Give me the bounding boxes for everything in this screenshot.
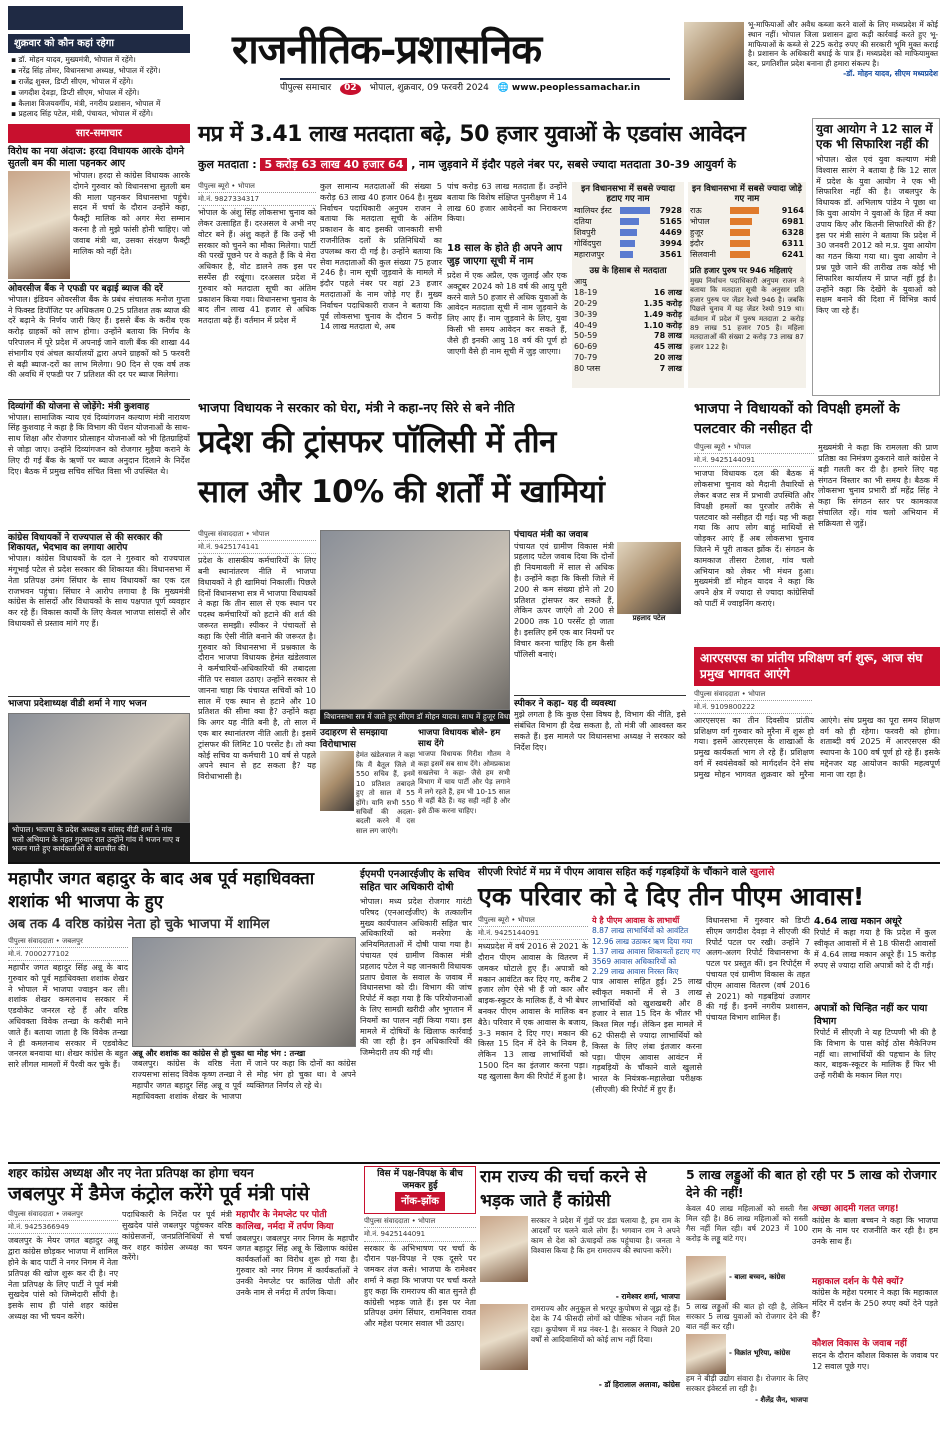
where-heading: शुक्रवार को कौन कहां रहेगा [8,34,190,53]
voters-col3 [447,182,567,388]
table-cell-bar [618,239,655,250]
cm-quote [748,20,938,102]
mla-photo [8,171,70,279]
youth-body: भोपाल। खेल एवं युवा कल्याण मंत्री विश्वास सारंग ने बताया है कि 12 साल में प्रदेश के युवा आयोग ने एक भी सिफारिश नहीं की है। जबलपुर के विधायक डॉ. अभिलाष पांडेय ने पूछा था कि युवा आयोग ने युवाओं के हित में क्या उपाय किए और कितनी सिफारिशें की हैं? इस पर मंत्री सारंग ने बताया कि प्रदेश में 30 जनवरी 2012 को म.प्र. युवा आयोग का गठन किया गया था। युवा आयोग ने प्रश्न पूछे जाने की तारीख तक कोई भी सिफारिश कार्यालय में प्राप्त नहीं हुई है। उन्होंने कहा कि देखेंगे के युवाओं को सक्षम बनाने की दिशा में विभिन्न कार्य किए जा रहे हैं। [816,155,936,316]
oppose-byline: पीपुल्स ब्यूरो • भोपाल [694,443,814,454]
ladoo-q2: 5 लाख लड्डुओं की बात हो रही है, लेकिन सरकार 5 लाख युवाओं को रोजगार देने की बात नहीं कर रही। [686,1302,808,1332]
table-row [572,310,684,321]
inc-table [688,206,806,260]
mla-head: भाजपा विधायक बोले- हम साथ देंगे [418,728,501,750]
mayor-photo [132,937,356,1047]
jbp-kicker: शहर कांग्रेस अध्यक्ष और नए नेता प्रतिपक्ष का होगा चयन [8,1166,254,1180]
jbp-head: जबलपुर में डैमेज कंट्रोल करेंगे पूर्व मंत्री पांसे [8,1182,310,1205]
mayor-head: महापौर जगत बहादुर के बाद अब पूर्व महाधिवक्ता शशांक भी भाजपा के हुए [8,869,315,912]
voters-col3-b: प्रदेश में एक अप्रैल, एक जुलाई और एक अक्टूबर 2024 को 18 वर्ष की आयु पूरी करने वाले 50 हजार से अधिक युवाओं के आवेदन मतदाता सूची में नाम जुड़वाने के लिए आए हैं। नाम जुड़वाने के लिए, युवा किसी भी समय आवेदन कर सकते हैं, जैसे ही इनकी आयु 18 वर्ष की पूर्ण हो जाएगी वैसे ही नाम सूची में जुड़ जाएगा। [447,271,567,356]
where-item: ▪ जगदीश देवड़ा, डिप्टी सीएम, भोपाल में रहेंगे। [11,87,140,97]
prahlad-name: प्रहलाद पटेल [632,613,666,622]
pmay-stat: 2.29 लाख आवास निरस्त किए [592,966,679,976]
table-row [572,331,684,342]
pmay-stat: 1.37 लाख आवास शिकायतों हटाए गए [592,946,701,956]
story3-head: दिव्यांगों की योजना से जोड़ेंगे: मंत्री कुशवाह [8,401,150,412]
total-voters: 5 करोड़ 63 लाख 40 हजार 64 [260,158,407,171]
mayor-body: महापौर जगत बहादुर सिंह अन्नू के बाद गुरुवार को पूर्व महाधिवक्ता शशांक शेखर ने भोपाल में भाजपा ज्वाइन कर ली। शशांक शेखर कमलनाथ सरकार में एडवोकेट जनरल रहे हैं और वरिष्ठ अधिवक्ता विवेक तन्खा के करीबी माने जाते हैं। बताया जाता है कि विवेक तन्खा ने ही कमलनाथ सरकार में एडवोकेट जनरल बनवाया था। शेखर कांग्रेस के बहुत सारे लीगल मामलों में पैरवी कर चुके हैं। [8,962,128,1070]
hemant-photo [320,751,354,811]
r3-head: कौशल विकास के जवाब नहीं [812,1339,907,1350]
ladoo-q2-name: - विक्रांत भूरिया, कांग्रेस [729,1349,791,1358]
ram-block [480,1166,680,1438]
value-bar [730,251,750,258]
table-cell-value: 6981 [781,217,804,227]
table-row [572,342,684,353]
oppose-block [694,400,940,840]
table-cell-value: 45 लाख [654,342,682,352]
table-cell-value: 6328 [781,227,804,237]
oppose-head: भाजपा ने विधायकों को विपक्षी हमलों के पलटवार की नसीहत दी [694,401,900,437]
r-head: अच्छा आदमी गलत जगह! [812,1204,899,1214]
value-bar [620,218,639,225]
story4-head: कांग्रेस विधायकों ने राज्यपाल से की सरकार की शिकायत, भेदभाव का लगाया आरोप [8,532,163,554]
pmay-kicker-red: खुलासे [750,867,775,878]
table-row [688,228,806,239]
where-item: ▪ नरेंद्र सिंह तोमर, विधानसभा अध्यक्ष, भोपाल में रहेंगे। [11,65,161,75]
table-cell-label: राऊ [690,206,702,216]
table-cell-label: दतिया [574,217,592,227]
table-cell-value: 7 लाख [659,363,682,373]
value-bar [730,218,752,225]
jbp-phone: मो.नं. 9425366949 [8,1223,118,1234]
rameshwar-photo [480,1216,528,1282]
news-heading: सार-समाचार [8,124,190,143]
table-row [688,250,806,261]
pmay-body: मध्यप्रदेश में वर्ष 2016 से 2021 के दौरान पीएम आवास के वितरण में जमकर घोटाले हुए हैं। अपात्रों को मकान आवंटित कर दिए गए, करीब 2 हजार लोग ऐसे भी हैं जो कार और बाइक-स्कूटर के मालिक हैं, वे भी बेघर बनकर पीएम आवास के मालिक बन बैठे। परिवार में एक आवास के बजाय, 3-3 मकान दे दिए गए। मकान की किस्त 15 दिन में देने के नियम है, लेकिन 13 लाख लाभार्थियों को 1500 दिन का इंतजार करना पड़ा। यह खुलासा कैग की रिपोर्ट में हुआ है। [478,942,588,1081]
table-cell-value: 7928 [659,206,682,216]
pmay-body3: विधानसभा में गुरुवार को डिप्टी सीएम जगदीश देवड़ा ने सीएजी की रिपोर्ट पटल पर रखी। उन्होंने 7 अलग-अलग रिपोर्ट विधानसभा के पटल पर प्रस्तुत कीं। इन रिपोर्ट्स में पंचायत एवं ग्रामीण विकास के तहत पीएम आवास वितरण (वर्ष 2016 से 2021) को गड़बड़ियां उजागर की गई हैं। इनमें नगरीय प्रशासन, पंचायत विभाग शामिल हैं। [706,916,810,1023]
table-row [688,217,806,228]
story2-head: ओवरसीज बैंक ने एफडी पर बढ़ाई ब्याज की दरें [8,284,163,295]
ram-phone: मो.नं. 9425144091 [364,1230,476,1241]
story2-body: भोपाल। इंडियन ओवरसीज बैंक के प्रबंध संचालक मनोज गुप्ता ने फिक्स्ड डिपॉजिट पर अधिकतम 0.25 प्रतिशत तक ब्याज की दरें बढ़ाने के निर्णय जारी किए हैं। इससे बैंक के करीब एक करोड़ ग्राहकों को लाभ होगा। उन्होंने बताया कि निर्णय के परिपालन में पूरे प्रदेश में अपनाई जाने वाली बैंक की शाखा 44 संभागीय एवं अंचल कार्यालयों द्वारा अपने ग्राहकों को 5 फरवरी से बढ़ी ब्याज-दरों का लाभ मिलेगा। 90 दिन से एक वर्ष तक की अवधि में एफडी पर 7 प्रतिशत की दर पर ब्याज मिलेगा। [8,294,190,380]
ladoo-block [686,1166,940,1438]
table-cell-label: 60-69 [574,342,598,352]
value-bar [620,207,650,214]
table-row [572,299,684,310]
table-cell-bar [728,217,772,228]
table-cell-value [622,277,684,288]
table-cell-bar [728,228,772,239]
example-body: हेमंत खंडेलवाल ने कहा कि मैं बैतूल जिले में 550 सचिव हैं, इनमें 10 प्रतिशत तबादले हुए तो साल में 55 होंगे। यानि सभी 550 सचिवों की अदला-बदली करने में दस साल लग जाएंगे। [356,751,415,835]
table-cell-bar [728,206,772,217]
pmay-box-head: ये है पीएम आवास के लाभार्थी [592,916,680,925]
table-cell-label: हुजूर [690,227,704,237]
story1-head: विरोध का नया अंदाज: हरदा विधायक आरके दोगने सुतली बम की माला पहनकर आए [8,146,184,169]
table-cell-value: 78 लाख [654,331,682,341]
jbp-side-head: महापौर के नेमप्लेट पर पोती कालिख, नर्मदा में तर्पण किया [236,1210,334,1232]
dec-table [572,206,684,260]
voters-headline: मप्र में 3.41 लाख मतदाता बढ़े, 50 हजार युवाओं के एडवांस आवेदन [198,122,746,147]
ram-tag1: विस में पक्ष-विपक्ष के बीच जमकर हुई [377,1169,463,1191]
speaker-body: मुझे लगता है कि कुछ ऐसा विषय है, विभाग की नीति, इसे संबंधित विभाग ही देख सकता है, तो मंत्री जी आश्वस्त कर सकते हैं। इस मामले पर विधानसभा अध्यक्ष ने सरकार को निर्देश दिए। [514,710,686,752]
page-number: 02 [340,83,361,95]
table-cell-label: आयु [574,277,587,287]
emp-block [360,868,472,1158]
pmay-stat: 8.87 लाख लाभार्थियों को आवंटित [592,926,689,936]
cm-photo [684,22,744,100]
table-cell-label: भोपाल [690,217,710,227]
assembly-photo [320,530,510,710]
table-cell-label: 18-19 [574,288,598,298]
table-cell-value: 1.49 करोड़ [643,309,682,319]
transfer-phone: मो.नं. 9425174141 [198,543,316,554]
story5-head: भाजपा प्रदेशाध्यक्ष वीडी शर्मा ने गाए भजन [8,699,147,710]
website-url: www.peoplessamachar.in [511,83,641,93]
table-row [572,228,684,239]
pmay-head: एक परिवार को दे दिए तीन पीएम आवास! [478,882,865,911]
table-cell-label: 40-49 [574,320,598,330]
jbp-body: जबलपुर के मेयर जगत बहादुर अन्नू द्वारा कांग्रेस छोड़कर भाजपा में शामिल होने के बाद पार्टी ने नगर निगम में नेता प्रतिपक्ष की खोज शुरू कर दी है। नए नेता प्रतिपक्ष के लिए पार्टी ने पूर्व मंत्री सुखदेव पांसे को जिम्मेदारी सौंपी है। इसके साथ ही पांसे शहर कांग्रेस अध्यक्ष का भी चयन करेंगे। [8,1236,118,1321]
table-cell-value: 16 लाख [654,288,682,298]
table-row [572,239,684,250]
quote-text: भू-माफियाओं और अवैध कब्जा करने वालों के लिए मध्यप्रदेश में कोई स्थान नहीं। भोपाल जिला प्रशासन द्वारा कड़ी कार्रवाई करते हुए भू-माफियाओं के कब्जे से 225 करोड़ रुपए की सरकारी भूमि मुक्त कराई है। प्रशासन के अधिकारी बधाई के पात्र हैं। मध्यप्रदेश को माफियामुक्त कर, प्रगतिशील प्रदेश बनाना ही हमारा संकल्प है। [748,20,938,68]
bhajan-caption: भोपाल। भाजपा के प्रदेश अध्यक्ष व सांसद वीडी शर्मा ने गांव चलो अभियान के तहत गुरुवार रात उन्होंने गांव में भजन गाए व भजन गाते हुए कार्यकर्ताओं से बातचीत की। [8,823,190,863]
table-row [572,250,684,261]
emp-body: भोपाल। मध्य प्रदेश रोजगार गारंटी परिषद (एनआरईजीए) के तत्कालीन मुख्य कार्यपालन अधिकारी सहित चार अधिकारियों को मनरेगा के अनियमितताओं में दोषी पाया गया है। पंचायत एवं ग्रामीण विकास मंत्री प्रहलाद पटेल ने यह जानकारी विधायक प्रताप ग्रेवाल के सवाल के जवाब में विधानसभा को दी। विभाग की जांच रिपोर्ट में कहा गया है कि परियोजनाओं के लिए सामग्री खरीदी और भुगतान में नियमों का पालन नहीं किया गया। इस मामले में दोषियों के खिलाफ कार्रवाई की जा रही है। इन अधिकारियों की जिम्मेदारी तय की गई थी। [360,897,472,1058]
where-item: ▪ राजेंद्र शुक्ल, डिप्टी सीएम, भोपाल में रहेंगे। [11,76,134,86]
ap-head: अपात्रों को चिन्हित नहीं कर पाया विभाग [814,1003,928,1027]
youth-box [812,118,940,396]
ap-body: रिपोर्ट में सीएजी ने यह टिप्पणी भी की है कि विभाग के पास कोई ठोस मैकेनिज्म नहीं था। लाभार्थियों की पहचान के लिए कार, बाइक-स्कूटर के मालिक हैं फिर भी उन्हें गरीबी के मकान मिल गए। [814,1028,936,1081]
table-cell-bar [618,228,655,239]
youth-head: युवा आयोग ने 12 साल में एक भी सिफारिश नहीं की [816,122,933,151]
transfer-col1 [198,530,316,830]
value-bar [730,207,759,214]
tankha-head: अन्नू और शशांक का कांग्रेस से हो चुका था मोह भंग : तन्खा [132,1048,306,1058]
pmay-phone: मो.नं. 9425144091 [478,929,588,940]
story1-body: भोपाल। हरदा से कांग्रेस विधायक आरके दोगने गुरुवार को विधानसभा सुतली बम की माला पहनकर विधानसभा पहुंचे। सदन में चर्चा के दौरान उन्होंने कहा, फैक्ट्री मालिक को अगर मेरा सम्मान करना है तो मुझे फांसी होनी चाहिए। जो जवाब मंत्री था, उसका संरक्षण फैक्ट्री मालिक को नहीं देते। [73,171,190,256]
ram-body: सरकार के अभिभाषण पर चर्चा के दौरान पक्ष-विपक्ष ने एक दूसरे पर जमकर तंज कसे। भाजपा के रामेश्वर शर्मा ने कहा कि भाजपा पर चर्चा करते हुए कहा कि रामराज्य की बात सुनते ही कांग्रेसी भड़क जाते हैं। इस पर नेता प्रतिपक्ष उमंग सिंघार, रामनिवास रावत और महेश परमार सवाल भी उठाए। [364,1243,476,1329]
section-title: राजनीतिक-प्रशासनिक [232,26,542,73]
jbp-block [8,1166,358,1438]
mayor-block [8,868,356,1158]
table-cell-value: 6311 [781,238,804,248]
pmay-kicker-text: सीएजी रिपोर्ट में मप्र में पीएम आवास सहित कई गड़बड़ियों के चौंकाने वाले [478,867,747,878]
mla-body: भाजपा विधायक गिरीश गौतम ने कहा इसमें सब साथ देंगे। ओमप्रकाश सखलेचा ने कहा- जैसे हम सभी विभाग में चाय पार्टी और पेड़ लगाने में लगे रहते हैं, हम भी 10-15 साल से वहीं बैठे हैं। यह सही नहीं है और इसे ठीक करना चाहिए। [418,750,510,815]
where-item: ▪ प्रहलाद सिंह पटेल, मंत्री, पंचायत, भोपाल में रहेंगे। [11,109,153,119]
table-cell-value: 1.35 करोड़ [643,299,682,308]
pmay-stat: 3569 आवास अधिकारियों को [592,956,677,966]
where-item: ▪ डॉ. मोहन यादव, मुख्यमंत्री, भोपाल में रहेंगे। [11,55,136,64]
value-bar [620,240,635,247]
transfer-byline: पीपुल्स संवाददाता • भोपाल [198,530,316,541]
table-cell-label: गोविंदपुरा [574,238,602,248]
rss-body: आरएसएस का तीन दिवसीय प्रांतीय प्रशिक्षण वर्ग गुरुवार को मुरैना में शुरू हो गया। इसमें आरएसएस के शाखाओं के प्रमुख कार्यकर्ता भाग ले रहे हैं। प्रशिक्षण वर्ग में स्वयंसेवकों को मार्गदर्शन देने संघ प्रमुख मोहन भागवत शुक्रवार को मुरैना आएंगे। संघ प्रमुख का पूरा समय शिक्षण वर्ग को ही रहेगा। फरवरी को होगा। शताब्दी वर्ष 2025 में आरएसएस की स्थापना के 100 वर्ष पूर्ण हो रहे हैं। इसके मद्देनजर यह आयोजन काफी महत्वपूर्ण माना जा रहा है। [694,715,940,779]
table-cell-value: 9164 [781,206,804,216]
table-cell-label: 70-79 [574,352,598,362]
ram-quote1: सरकार ने प्रदेश में गुंडों पर डंडा चलाया है, हम राम के आदर्शों पर चलने वाले लोग हैं। भगवान राम ने अपने काम से देश को ऊंचाइयों तक पहुंचाया है। जनता ने विश्वास किया है कि हम रामराज्य की स्थापना करेंगे। [531,1215,680,1255]
value-bar [620,229,637,236]
example-block [320,728,415,835]
ram-head: राम राज्य की चर्चा करने से भड़क जाते हैं कांग्रेसी [480,1167,647,1211]
lakh-head: 4.64 लाख मकान अधूरे [814,916,902,927]
table-row [572,217,684,228]
r2-body: कांग्रेस के महेश परमार ने कहा कि महाकाल मंदिर में दर्शन के 250 रुपए क्यों देने पड़ते हैं? [812,1288,938,1319]
inc-head: इन विधानसभा में सबसे ज्यादा जोड़े गए नाम [692,184,802,205]
ram-q1-name: - रामेश्वर शर्मा, भाजपा [615,1291,680,1301]
oppose-phone: मो.नं. 9425144091 [694,456,814,467]
jbp-byline: पीपुल्स संवाददाता • जबलपुर [8,1210,118,1221]
voters-col3-body: पांच करोड़ 63 लाख मतदाता हैं। उन्होंने बताया कि विशेष संक्षिप्त पुनरीक्षण में 14 लाख 60 हजार आवेदनों का निराकरण किया। [447,182,567,224]
table-cell-label: इंदौर [690,238,704,248]
prahlad-photo [617,542,681,614]
bhajan-photo [8,713,190,823]
voters-col1-body: भोपाल के अंशु सिंह लोकसभा चुनाव को लेकर उत्साहित हैं। दरअसल वे अभी नए वोटर बने हैं। अंशु कहते हैं कि उन्हें भी सरकार को चुनने का मौका मिलेगा। पार्टी की परखें पूछने पर वे कहते हैं कि ये मेरा अधिकार है, वोट डालने तक इस पर सस्पेंस ही रखूंगा। दरअसल प्रदेश में गुरुवार को मतदाता सूची का अंतिम प्रकाशन किया गया। विधानसभा चुनाव के बाद तीन लाख 41 हजार से अधिक मतदाता बढ़े हैं। वर्तमान में प्रदेश में [198,208,316,326]
table-cell-bar [728,239,772,250]
paper-name: पीपुल्स समाचार [280,83,332,93]
minister-body: पंचायत एवं ग्रामीण विकास मंत्री प्रहलाद पटेल जवाब दिया कि दोनों ही नियमावली में साल से अधिक है। उन्होंने कहा कि किसी जिले में 200 से कम संख्या होने तो 20 प्रतिशत ट्रांसफर कर सकते हैं, लेकिन ऊपर जाएंगे तो 200 से 2000 तक 10 परसेंट हो जाता है। इसलिए हमें एक बार नियमों पर विचार करना चाहिए कि हम कैसी पॉलिसी बनाएं। [514,541,614,659]
table-cell-bar [618,217,655,228]
story4-body: भोपाल। कांग्रेस विधायकों के दल ने गुरुवार को राज्यपाल मंगूभाई पटेल से प्रदेश सरकार की शिकायत की। विधानसभा में नेता प्रतिपक्ष उमंग सिंघार के साथ विधायकों का एक दल राजभवन पहुंचा। सिंघार ने आरोप लगाया है कि मुख्यमंत्री कांग्रेस के सांसदों और विधायकों के साथ पक्षपात पूर्ण व्यवहार कर रहे हैं। विकास कार्यों के लिए केवल भाजपा सांसदों से और विधायकों से प्रस्ताव मांगे गए हैं। [8,554,190,628]
table-cell-label: शिवपुरी [574,227,596,237]
where-item: ▪ कैलाश विजयवर्गीय, मंत्री, नगरीय प्रशासन, भोपाल में [11,98,161,108]
alawa-photo [480,1304,528,1370]
voters-byline: पीपुल्स ब्यूरो • भोपाल [198,182,316,193]
ram-q2-name: - डॉ हिरालाल अलावा, कांग्रेस [598,1380,680,1390]
table-cell-label: महाराजपुर [574,249,605,259]
table-row [572,364,684,375]
voters-col1 [198,182,316,388]
rss-head: आरएसएस का प्रांतीय प्रशिक्षण वर्ग शुरू, आज संघ प्रमुख भागवत आएंगे [694,647,940,685]
story3-body: भोपाल। सामाजिक न्याय एवं दिव्यांगजन कल्याण मंत्री नारायण सिंह कुशवाह ने कहा है कि विभाग की पेंशन योजनाओं के साथ-साथ शिक्षा और रोजगार प्रोत्साहन योजनाओं को भी हितग्राहियों से जोड़ा जाए। उन्होंने दिव्यांगजन को रोजगार मुहैया कराने के लिए दी गई बैंक के ऋणों पर ब्याज अनुदान दिलाने के निर्देश दिए। बैठक में प्रमुख सचिव संचित विसा भी उपस्थित थे। [8,412,190,476]
table-cell-value: 20 लाख [654,352,682,362]
mla-block [418,728,510,828]
transfer-body: प्रदेश के शासकीय कर्मचारियों के लिए बनी स्थानांतरण नीति में भाजपा विधायकों ने ही खामियां निकालीं। पिछले दिनों विधानसभा सत्र में भाजपा विधायकों ने कहा कि तीन साल से एक स्थान पर पदस्थ कर्मचारियों को हटाने की शर्त की जरूरत समझी। स्पीकर ने पंचायतों से कहा कि ऐसी नीति बनाने की जरूरत है। गुरुवार को विधानसभा में प्रश्नकाल के दौरान भाजपा विधायक हेमंत खंडेलवाल ने कर्मचारियों-अधिकारियों की तबादला नीति पर सवाल उठाए। उन्होंने सरकार से जानना चाहा कि पंचायत सचिवों को 10 साल में एक स्थान से हटाने और 10 प्रतिशत की सीमा क्या है? उन्होंने कहा कि अगर यह नीति बनी है, तो साल में एक बार स्थानांतरण नीति आती है। इसमें ट्रांसफर की लिमिट 10 परसेंट है। तो क्या कोई सचिव या कर्मचारी 10 वर्ष से पहले अपने स्थान से हट सकता है? यह विरोधाभासी है। [198,556,316,782]
ladoo-q3: हम ने बीड़ी उद्योग संवारा है। रोजगार के लिए सरकार इंवेस्टर्स ला रही है। [686,1374,808,1394]
emp-head: ईएमपी एनआरईजीए के सचिव सहित चार अधिकारी दोषी [360,869,470,893]
table-row [688,239,806,250]
table-cell-label: 20-29 [574,299,598,308]
transfer-head1: प्रदेश की ट्रांसफर पॉलिसी में तीन [198,424,556,460]
pmay-stat: 12.96 लाख उठाकर ऋण दिया गया [592,936,693,946]
ladoo-q3-name: - शैलेंद्र जैन, भाजपा [755,1396,808,1404]
ratio-head: प्रति हजार पुरुष पर 946 महिलाएं [690,266,793,276]
lakh-body: रिपोर्ट में कहा गया है कि प्रदेश में कुल स्वीकृत आवासों में से 18 फीसदी आवासों में 4.64 लाख मकान अधूरे हैं। 15 करोड़ रुपए से ज्यादा राशि अपात्रों को दे दी गई। [814,928,936,970]
speaker-head: स्पीकर ने कहा- यह दी व्यवस्था [514,698,616,709]
ladoo-q1: केवल 40 लाख महिलाओं को सस्ती गैस मिल रही है। 86 लाख महिलाओं को सस्ती गैस नहीं मिल रही। वर्ष 2023 में 100 करोड़ के लड्डू बांटे गए। [686,1204,808,1244]
transfer-kicker: भाजपा विधायक ने सरकार को घेरा, मंत्री ने कहा-नए सिरे से बने नीति [198,400,515,415]
age-table [572,277,684,374]
bhuria-photo [686,1334,726,1374]
table-cell-value: 1.10 करोड़ [643,320,682,330]
age-head: उम्र के हिसाब से मतदाता [589,266,667,277]
globe-icon: 🌐 [497,83,509,93]
ladoo-q1-name: - बाला बच्चन, कांग्रेस [729,1273,786,1282]
table-row [572,206,684,217]
divider-1 [8,862,940,864]
dec-head: इन विधानसभा में सबसे ज्यादा हटाए गए नाम [581,184,675,205]
value-bar [730,229,750,236]
quote-author: -डॉ. मोहन यादव, सीएम मध्यप्रदेश [843,68,938,78]
table-row [572,353,684,364]
transfer-head2: साल और 10% की शर्तों में खामियां [198,474,605,510]
ram-tag2: नोंक-झोंक [395,1192,445,1211]
pmay-byline: पीपुल्स ब्यूरो • भोपाल [478,916,588,927]
auto-enroll-head: 18 साल के होते ही अपने आप जुड़ जाएगा सूची में नाम [447,243,562,267]
value-bar [620,251,633,258]
ram-byline: पीपुल्स संवाददाता • भोपाल [364,1217,476,1228]
date: भोपाल, शुक्रवार, 09 फरवरी 2024 [369,83,489,93]
divider-2 [8,1162,940,1164]
pmay-body2: पात्र आवास सहित हुई। 25 लाख स्वीकृत मकानों में से 3 लाख लाभार्थियों को खुशखबरी और 8 हजार ने सात 15 दिन के भीतर भी किश्त मिल गई। लेकिन इस मामले में 62 फीसदी से ज्यादा लाभार्थियों को किस्त के लिए लंबा इंतजार करना पड़ा। पीएम आवास आवंटन में गड़बड़ियों के चौंकाने वाले खुलासे भारत के नियंत्रक-महालेखा परीक्षक (सीएजी) की रिपोर्ट में हुए हैं। [592,977,702,1094]
voters-phone: मो.नं. 9827334317 [198,195,316,206]
minister-head: पंचायत मंत्री का जवाब [514,530,588,540]
assembly-caption: विधानसभा सत्र में जाते हुए सीएम डॉ मोहन यादव। साथ में हुजूर विधायक रामेश्वर शर्मा। [320,710,510,724]
dec-table-box [572,182,684,388]
ram-tag-block [364,1166,476,1438]
pmay-list [592,926,702,977]
pmay-block [478,866,940,1160]
table-row [572,288,684,299]
table-cell-value: 6241 [781,249,804,259]
table-cell-label: सिलवानी [690,249,716,259]
rss-byline: पीपुल्स संवाददाता • भोपाल [694,690,812,701]
bachchan-photo [686,1256,726,1300]
ram-quote2: रामराज्य और अनुकूल से भरपूर कुपोषण से जूझ रहे हैं। देश के 74 फीसदी लोगों को पौष्टिक भोजन नहीं मिल रहा। कुपोषण में मप्र नंबर-1 है। सरकार ने पिछले 20 वर्षों से आदिवासियों को कोई लाभ नहीं दिया। [531,1304,680,1344]
ratio-body: मुख्य निर्वाचन पदाधिकारी अनुपम राजन ने बताया कि मतदाता सूची के अनुसार प्रति हजार पुरुष पर जेंडर रेश्यो 946 है। जबकि पिछले चुनाव में यह जेंडर रेश्यो 919 था। वर्तमान में प्रदेश में पुरुष मतदाता 2 करोड़ 89 लाख 51 हजार 705 है। महिला मतदाताओं की संख्या 2 करोड़ 73 लाख 87 हजार 122 है। [690,276,804,351]
jbp-body2: पदाधिकारी के निर्देश पर पूर्व मंत्री सुखदेव पांसे जबलपुर पहुंचकर वरिष्ठ कांग्रेसजनों, जनप्रतिनिधियों से चर्चा कर शहर कांग्रेस अध्यक्ष का चयन करेंगे। [122,1210,232,1263]
minister-block [514,530,686,830]
table-cell-bar [618,250,655,261]
table-cell-label: 30-39 [574,309,598,319]
mayor-sub: अब तक 4 वरिष्ठ कांग्रेस नेता हो चुके भाजपा में शामिल [8,916,270,932]
mayor-phone: मो.नं. 7000277102 [8,950,128,961]
rss-phone: मो.नं. 9109800222 [694,703,812,714]
table-cell-label: ग्वालियर ईस्ट [574,206,612,216]
inc-table-box [688,182,806,388]
value-bar [730,240,750,247]
where-list [8,53,190,122]
table-cell-value: 5165 [659,217,682,227]
table-row [572,321,684,332]
jbp-side-body: जबलपुर। जबलपुर नगर निगम के महापौर जगत बहादुर सिंह अन्नू के खिलाफ कांग्रेस कार्यकर्ताओं का विरोध शुरू हो गया है। गुरुवार को नगर निगम में कार्यकर्ताओं ने उनकी नेमप्लेट पर कालिख पोती और उनके नाम से नर्मदा में तर्पण किया। [236,1233,358,1297]
table-row [572,277,684,288]
tankha-body: जबलपुर। कांग्रेस के वरिष्ठ नेता राज्यसभा सांसद विवेक कृष्ण तन्खा ने महापौर जगत बहादुर सिंह अन्नू व पूर्व महाधिवक्ता शशांक शेखर के भाजपा में जाने पर कहा कि दोनों का कांग्रेस से मोह भंग हो चुका था। वे अपने व्यक्तिगत निर्णय ले रहे थे। [132,1059,356,1101]
r2-head: महाकाल दर्शन के पैसे क्यों? [812,1276,904,1287]
table-cell-label: 50-59 [574,331,598,341]
r-body: कांग्रेस के बाला बच्चन ने कहा कि भाजपा राम के नाम पर राजनीति कर रही है। हम उनके साथ हैं। [812,1215,938,1247]
sub-suffix: , नाम जुड़वाने में इंदौर पहले नंबर पर, सबसे ज्यादा मतदाता 30-39 आयुवर्ग के [411,158,736,171]
table-cell-label: 80 प्लस [574,363,601,373]
masthead-line [280,78,670,96]
pmay-kicker [478,866,940,879]
table-cell-bar [618,206,655,217]
voters-col2: कुल सामान्य मतदाताओं की संख्या 5 करोड़ 63 लाख 40 हजार 064 है। मुख्य निर्वाचन पदाधिकारी अनुपम राजन ने बताया कि मतदाता सूची के अंतिम प्रकाशन के बाद इसकी जानकारी सभी राजनीतिक दलों के प्रतिनिधियों का उपलब्ध करा दी गई है। उन्होंने बताया कि सेवा मतदाताओं की कुल संख्या 75 हजार 246 है। नाम सूची जुड़वाने के मामले में इंदौर पहले नंबर पर वहां 23 हजार मतदाताओं के नाम जोड़े गए हैं। मुख्य निर्वाचन पदाधिकारी राजन ने बताया कि पूर्व लोकसभा चुनाव के दौरान 5 करोड़ 14 लाख मतदाता थे, अब [320,182,442,332]
oppose-body: भाजपा विधायक दल की बैठक में लोकसभा चुनाव को मैदानी तैयारियों से लेकर बजट सत्र में प्रभावी उपस्थिति और विपक्षी हमलों का पुरजोर तरीके से पलटवार को नसीहत दी गई। यह भी कहा गया कि आप लोग बाहुं माथियों से जोड़कर आएं हैं अब लोकसभा चुनाव जितने में पूरी ताकत झोंक दें। संगठन के कामकाज तीसरा टेलाश, गांव चलो अभियान को लेकर भी मंथन हुआ। मुख्यमंत्री डॉ मोहन यादव ने कहा कि अपने क्षेत्र में ज्यादा से ज्यादा कांग्रेसियों को पार्टी में ज्वाइनिंग कराएं। [694,469,814,608]
table-row [688,206,806,217]
header-band-left [8,6,183,30]
voters-subhead [198,158,810,178]
mayor-byline: पीपुल्स संवाददाता • जबलपुर [8,937,128,948]
table-cell-bar [728,250,772,261]
table-cell-value: 3994 [659,238,682,248]
oppose-body2: मुख्यमंत्री ने कहा कि रामलला की प्राण प्रतिष्ठा का निमंत्रण ठुकराने वाले कांग्रेस ने बड़ी गलती कर दी है। हमारे लिए यह संगठन विस्तार का भी समय है। बैठक में लोकसभा चुनाव प्रभारी डॉ महेंद्र सिंह ने कहा कि संगठन स्तर पर कामकाज संचालित रहें। गांव चलो अभियान में सक्रियता से जुड़ें। [818,443,938,528]
table-cell-value: 4469 [659,227,682,237]
example-head: उदाहरण से समझाया विरोधाभास [320,728,388,750]
ladoo-head: 5 लाख लड्डुओं की बात हो रही पर 5 लाख को रोजगार देने की नहीं! [686,1167,937,1200]
sub-prefix: कुल मतदाता : [198,158,257,171]
r3-body: सदन के दौरान कौशल विकास के जवाब पर 12 सवाल पूछे गए। [812,1351,938,1371]
table-cell-value: 3561 [659,249,682,259]
